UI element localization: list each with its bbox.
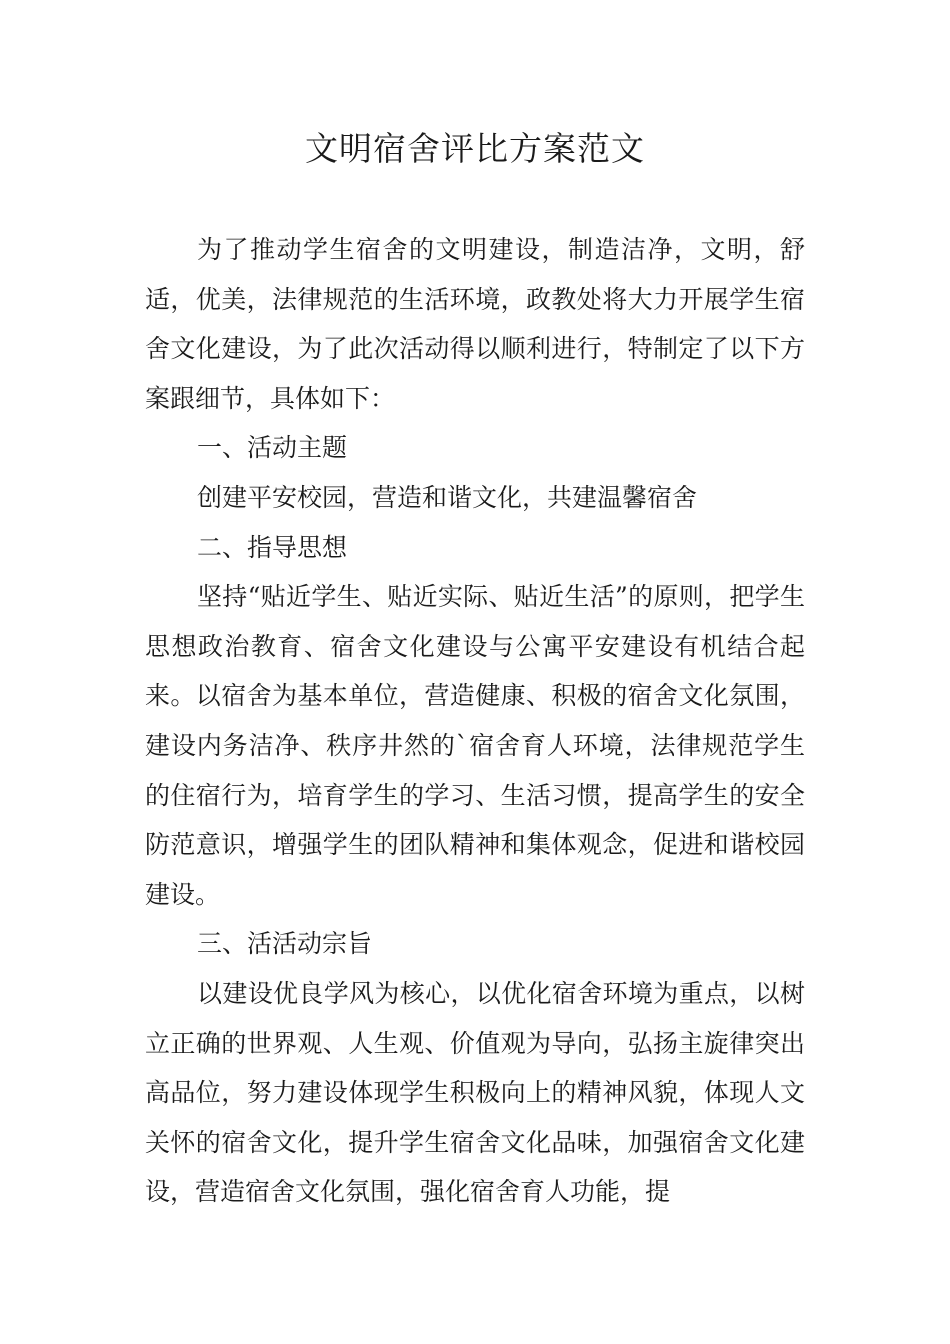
paragraph-purpose: 以建设优良学风为核心，以优化宿舍环境为重点，以树立正确的世界观、人生观、价值观为导向，弘扬主旋律突出高品位，努力建设体现学生积极向上的精神风貌，体现人文关怀的宿舍文化，提升学生宿舍文化品味，加强宿舍文化建设，营造宿舍文化氛围，强化宿舍育人功能，提 [145, 978, 805, 1207]
section-heading-purpose: 三、活活动宗旨 [197, 929, 373, 959]
paragraph-theme: 创建平安校园，营造和谐文化，共建温馨宿舍 [197, 482, 698, 512]
section-heading-theme: 一、活动主题 [197, 433, 348, 463]
document-title: 文明宿舍评比方案范文 [305, 129, 645, 168]
paragraph-guiding-thought: 坚持“贴近学生、贴近实际、贴近生活”的原则，把学生思想政治教育、宿舍文化建设与公寓平安建设有机结合起来。以宿舍为基本单位，营造健康、积极的宿舍文化氛围，建设内务洁净、秩序井然的`宿舍育人环境，法律规范学生的住宿行为，培育学生的学习、生活习惯，提高学生的安全防范意识，增强学生的团队精神和集体观念，促进和谐校园建设。 [145, 582, 805, 909]
paragraph-intro: 为了推动学生宿舍的文明建设，制造洁净，文明，舒适，优美，法律规范的生活环境，政教处将大力开展学生宿舍文化建设，为了此次活动得以顺利进行，特制定了以下方案跟细节，具体如下： [145, 235, 805, 413]
section-heading-guiding-thought: 二、指导思想 [197, 532, 348, 562]
document-body [145, 225, 805, 1217]
